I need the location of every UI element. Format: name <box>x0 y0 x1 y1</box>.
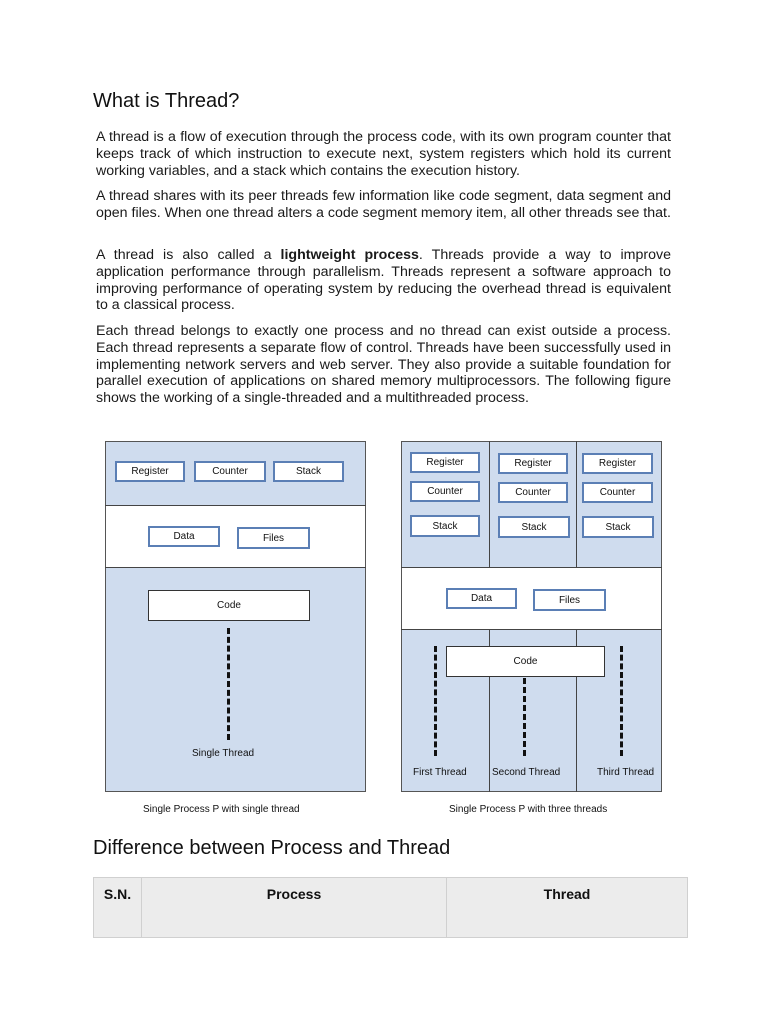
divider <box>401 567 662 568</box>
column-divider <box>489 441 490 567</box>
header-thread: Thread <box>447 878 688 938</box>
thread-dashed-line <box>227 628 230 740</box>
caption-single: Single Process P with single thread <box>143 804 300 815</box>
register-box: Register <box>582 453 653 474</box>
counter-box: Counter <box>582 482 653 503</box>
second-thread-label: Second Thread <box>492 767 561 778</box>
paragraph-lightweight-after: . Threads provide a way to improve application performance through parallelism. Threads represent a software approach to improving performance of operating system by reducing the overhead thread is equivalent to a classical process. <box>96 247 671 314</box>
files-box: Files <box>237 527 310 549</box>
thread-dashed-line <box>434 646 437 756</box>
stack-box: Stack <box>582 516 654 538</box>
stack-box: Stack <box>498 516 570 538</box>
counter-box: Counter <box>410 481 480 502</box>
counter-box: Counter <box>194 461 266 482</box>
register-box: Register <box>498 453 568 474</box>
paragraph-belongs: Each thread belongs to exactly one process and no thread can exist outside a process. Each thread represents a separate flow of control. Threads have been successfully used in implementing network servers and web server. They also provide a suitable foundation for parallel execution of applications on shared memory multiprocessors. The following figure shows the working of a single-threaded and a multithreaded process. <box>96 323 671 407</box>
counter-box: Counter <box>498 482 568 503</box>
lightweight-process-bold: lightweight process <box>280 247 419 263</box>
stack-box: Stack <box>273 461 344 482</box>
header-process: Process <box>142 878 447 938</box>
third-thread-label: Third Thread <box>597 767 655 778</box>
thread-dashed-line <box>620 646 623 756</box>
page-title: What is Thread? <box>93 90 240 112</box>
caption-multi: Single Process P with three threads <box>449 804 608 815</box>
difference-table <box>93 877 688 938</box>
single-thread-label: Single Thread <box>192 748 255 759</box>
data-box: Data <box>148 526 220 547</box>
thread-dashed-line <box>523 678 526 756</box>
divider <box>401 629 662 630</box>
register-box: Register <box>410 452 480 473</box>
header-sn: S.N. <box>94 878 142 938</box>
column-divider <box>576 441 577 567</box>
table-header-row <box>94 878 688 938</box>
code-box: Code <box>148 590 310 621</box>
paragraph-lightweight-before: A thread is also called a <box>96 247 281 263</box>
divider <box>105 505 366 506</box>
paragraph-definition: A thread is a flow of execution through the process code, with its own program counter that keeps track of which instruction to execute next, system registers which hold its current working variables, and a stack which contains the execution history. <box>96 129 671 179</box>
stack-box: Stack <box>410 515 480 537</box>
paragraph-shared: A thread shares with its peer threads few information like code segment, data segment and open files. When one thread alters a code segment memory item, all other threads see that. <box>96 188 671 221</box>
files-box: Files <box>533 589 606 611</box>
paragraph-lightweight <box>96 247 671 314</box>
code-box: Code <box>446 646 605 677</box>
register-box: Register <box>115 461 185 482</box>
divider <box>105 567 366 568</box>
data-box: Data <box>446 588 517 609</box>
first-thread-label: First Thread <box>413 767 467 778</box>
section-title-difference: Difference between Process and Thread <box>93 837 451 859</box>
